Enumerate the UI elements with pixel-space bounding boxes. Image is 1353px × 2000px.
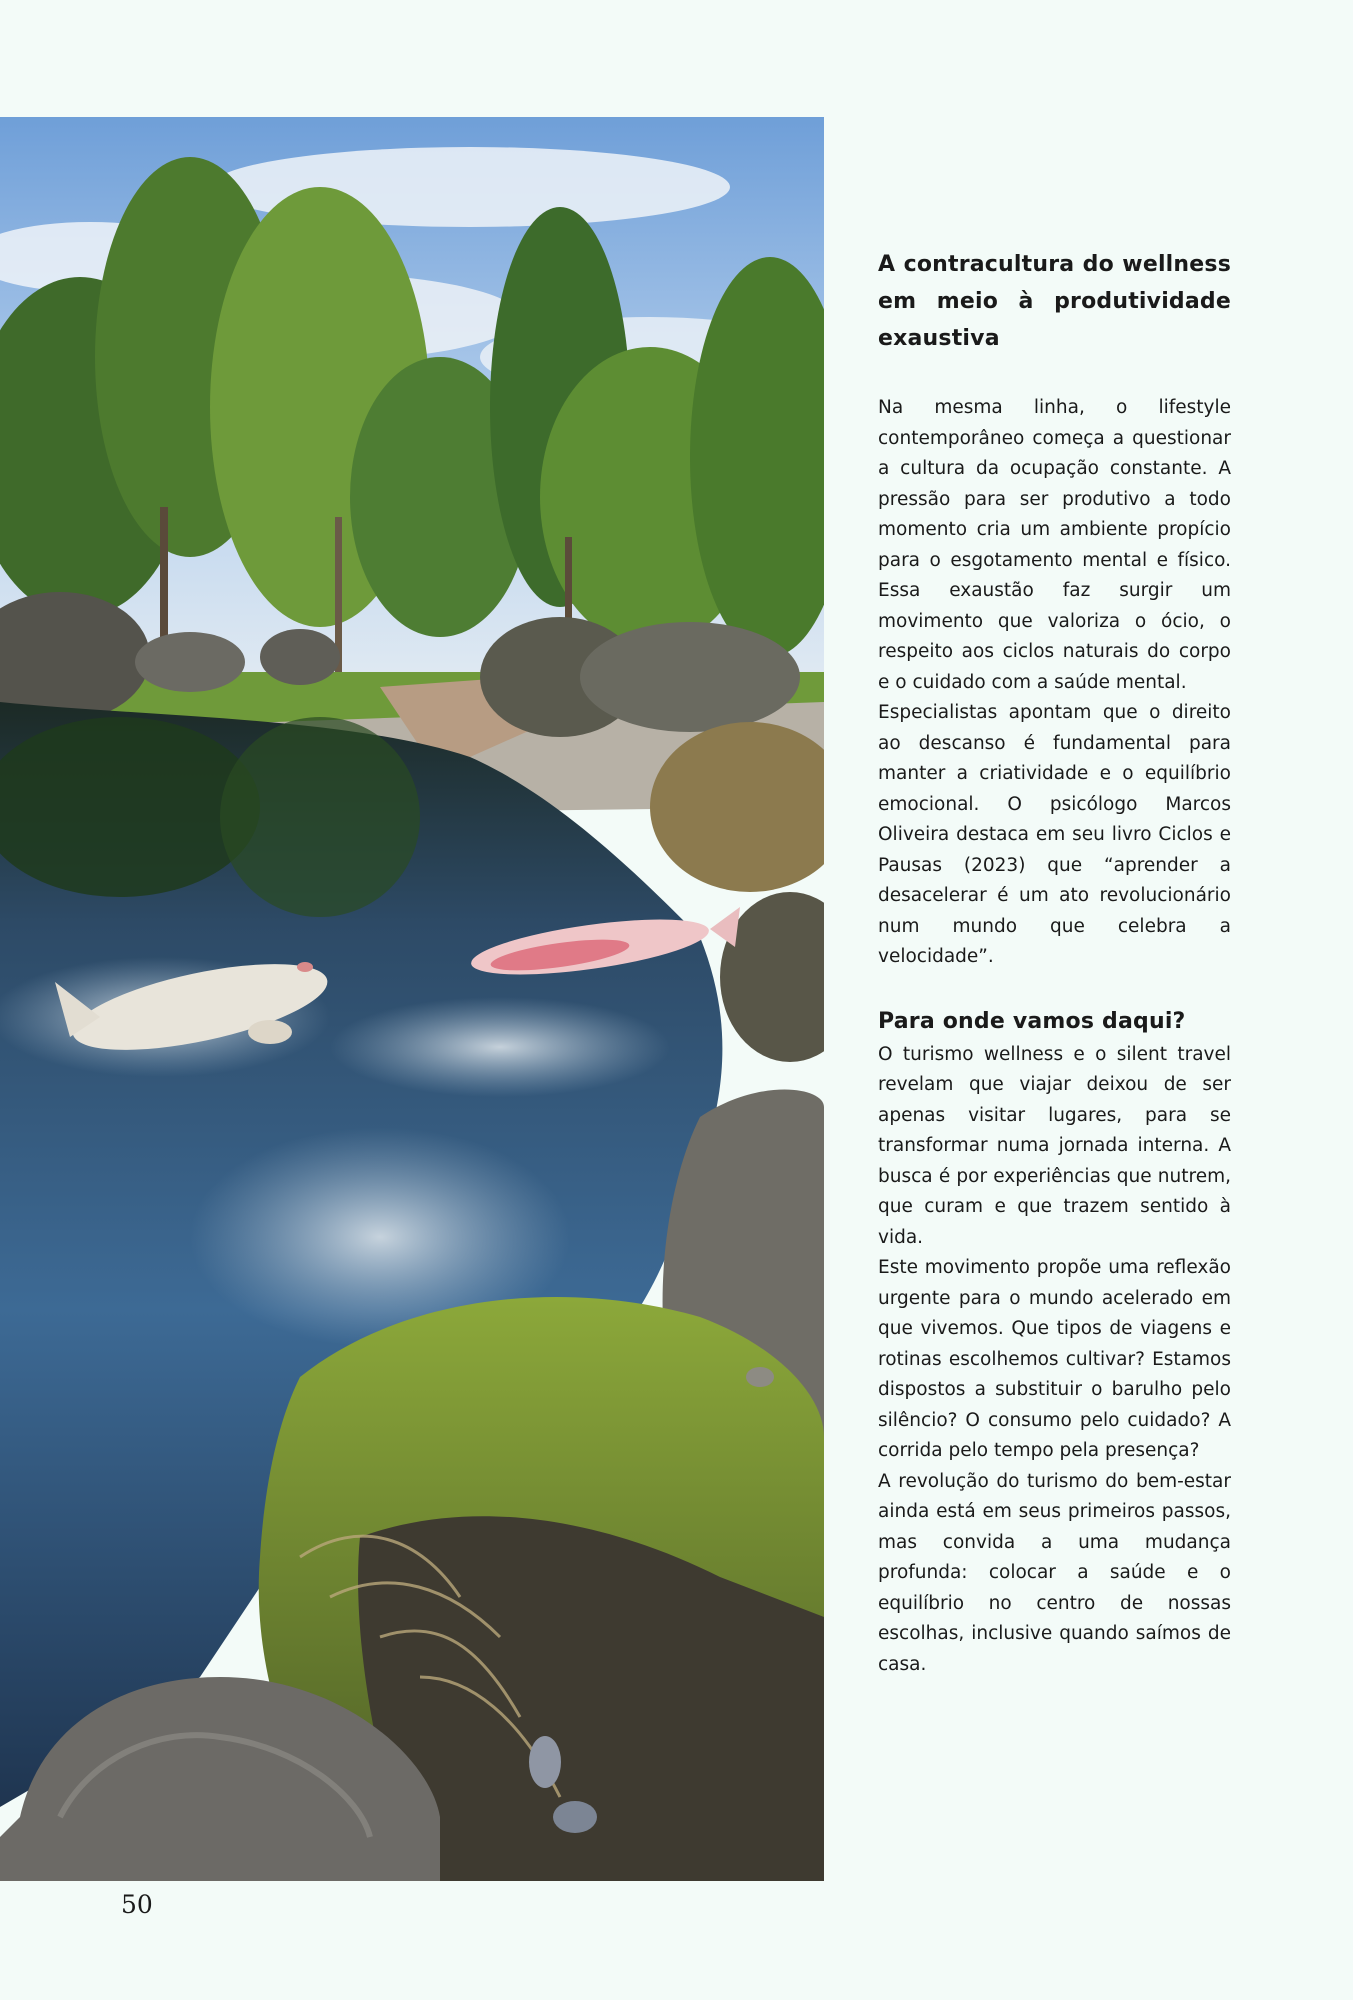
paragraph: O turismo wellness e o silent travel revelam que viajar deixou de ser apenas visitar lugares, para se transformar numa jornada interna. A busca é por experiências que nutrem, que curam e que trazem sentido à vida. [878, 1043, 1231, 1248]
section-heading-contracultura: A contracultura do wellness em meio à produtividade exaustiva [878, 252, 1231, 351]
paragraph: Especialistas apontam que o direito ao descanso é fundamental para manter a criatividade e o equilíbrio emocional. O psicólogo Marcos Oliveira destaca em seu livro Ciclos e Pausas (2023) que “aprender a desacelerar é um ato revolucionário num mundo que celebra a velocidade”. [878, 702, 1231, 967]
page-number: 50 [121, 1890, 153, 1919]
koi-pond-photo [0, 117, 824, 1881]
paragraph: Este movimento propõe uma reflexão urgente para o mundo acelerado em que vivemos. Que tipos de viagens e rotinas escolhemos cultivar? Estamos dispostos a substituir o barulho pelo silêncio? O consumo pelo cuidado? A corrida pelo tempo pela presença? [878, 1257, 1231, 1461]
article-column [878, 246, 1231, 1680]
section-heading-para-onde: Para onde vamos daqui? [878, 1008, 1186, 1034]
paragraph: Na mesma linha, o lifestyle contemporâneo começa a questionar a cultura da ocupação constante. A pressão para ser produtivo a todo momento cria um ambiente propício para o esgotamento mental e físico. Essa exaustão faz surgir um movimento que valoriza o ócio, o respeito aos ciclos naturais do corpo e o cuidado com a saúde mental. [878, 397, 1231, 693]
paragraph: A revolução do turismo do bem-estar ainda está em seus primeiros passos, mas convida a uma mudança profunda: colocar a saúde e o equilíbrio no centro de nossas escolhas, inclusive quando saímos de casa. [878, 1470, 1231, 1675]
